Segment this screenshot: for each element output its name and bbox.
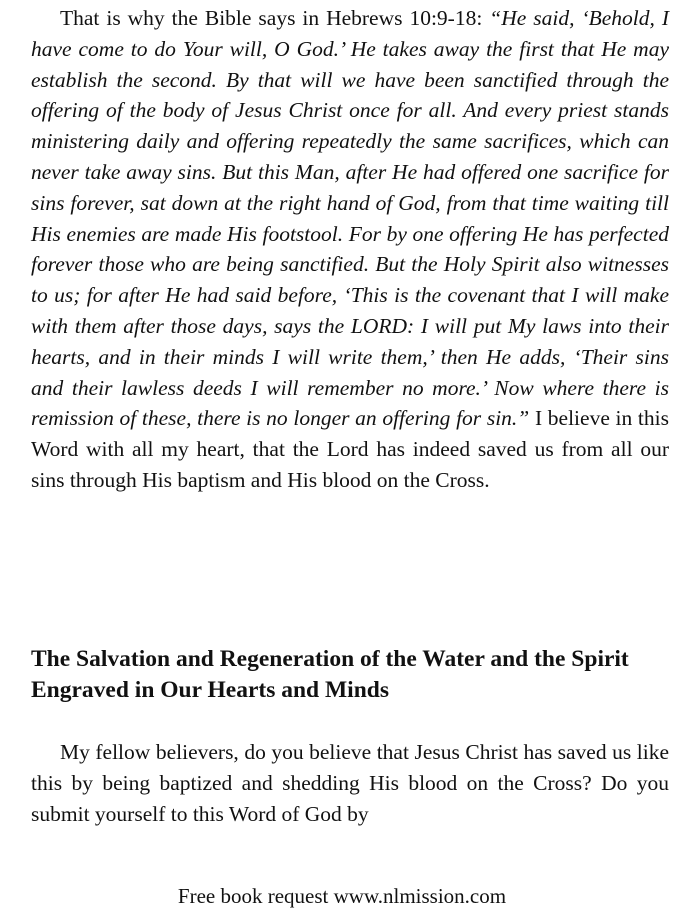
section-heading: The Salvation and Regeneration of the Water and the Spirit Engraved in Our Hearts and Minds [31,646,629,703]
footer-note: Free book request www.nlmission.com [177,884,507,908]
scripture-quote: “He said, ‘Behold, I have come to do Your will, O God.’ He takes away the first that He may establish the second. By that will we have been sanctified through the offering of the body of Jesus Christ once for all. And every priest stands ministering daily and offering repeatedly the same sacrifices, which can never take away sins. But this Man, after He had offered one sacrifice for sins forever, sat down at the right hand of God, from that time waiting till His enemies are made His footstool. For by one offering He has perfected forever those who are being sanctified. But the Holy Spirit also witnesses to us; for after He had said before, ‘This is the covenant that I will make with them after those days, says the LORD: I will put My laws into their hearts, and in their minds I will write them,’ then He adds, ‘Their sins and their lawless deeds I will remember no more.’ Now where there is remission of these, there is no longer an offering for sin.” [31,6,669,431]
paragraph-tail: I believe in this Word with all my heart, that the Lord has indeed saved us from all our sins through His baptism and His blood on the Cross. [31,406,669,492]
book-page [31,3,669,826]
body-paragraph-2: My fellow believers, do you believe that Jesus Christ has saved us like this by being baptized and shedding His blood on the Cross? Do you submit yourself to this Word of God by [31,740,669,826]
paragraph-lead: That is why the Bible says in Hebrews 10:9-18: [60,6,490,30]
body-paragraph-1 [31,3,669,496]
